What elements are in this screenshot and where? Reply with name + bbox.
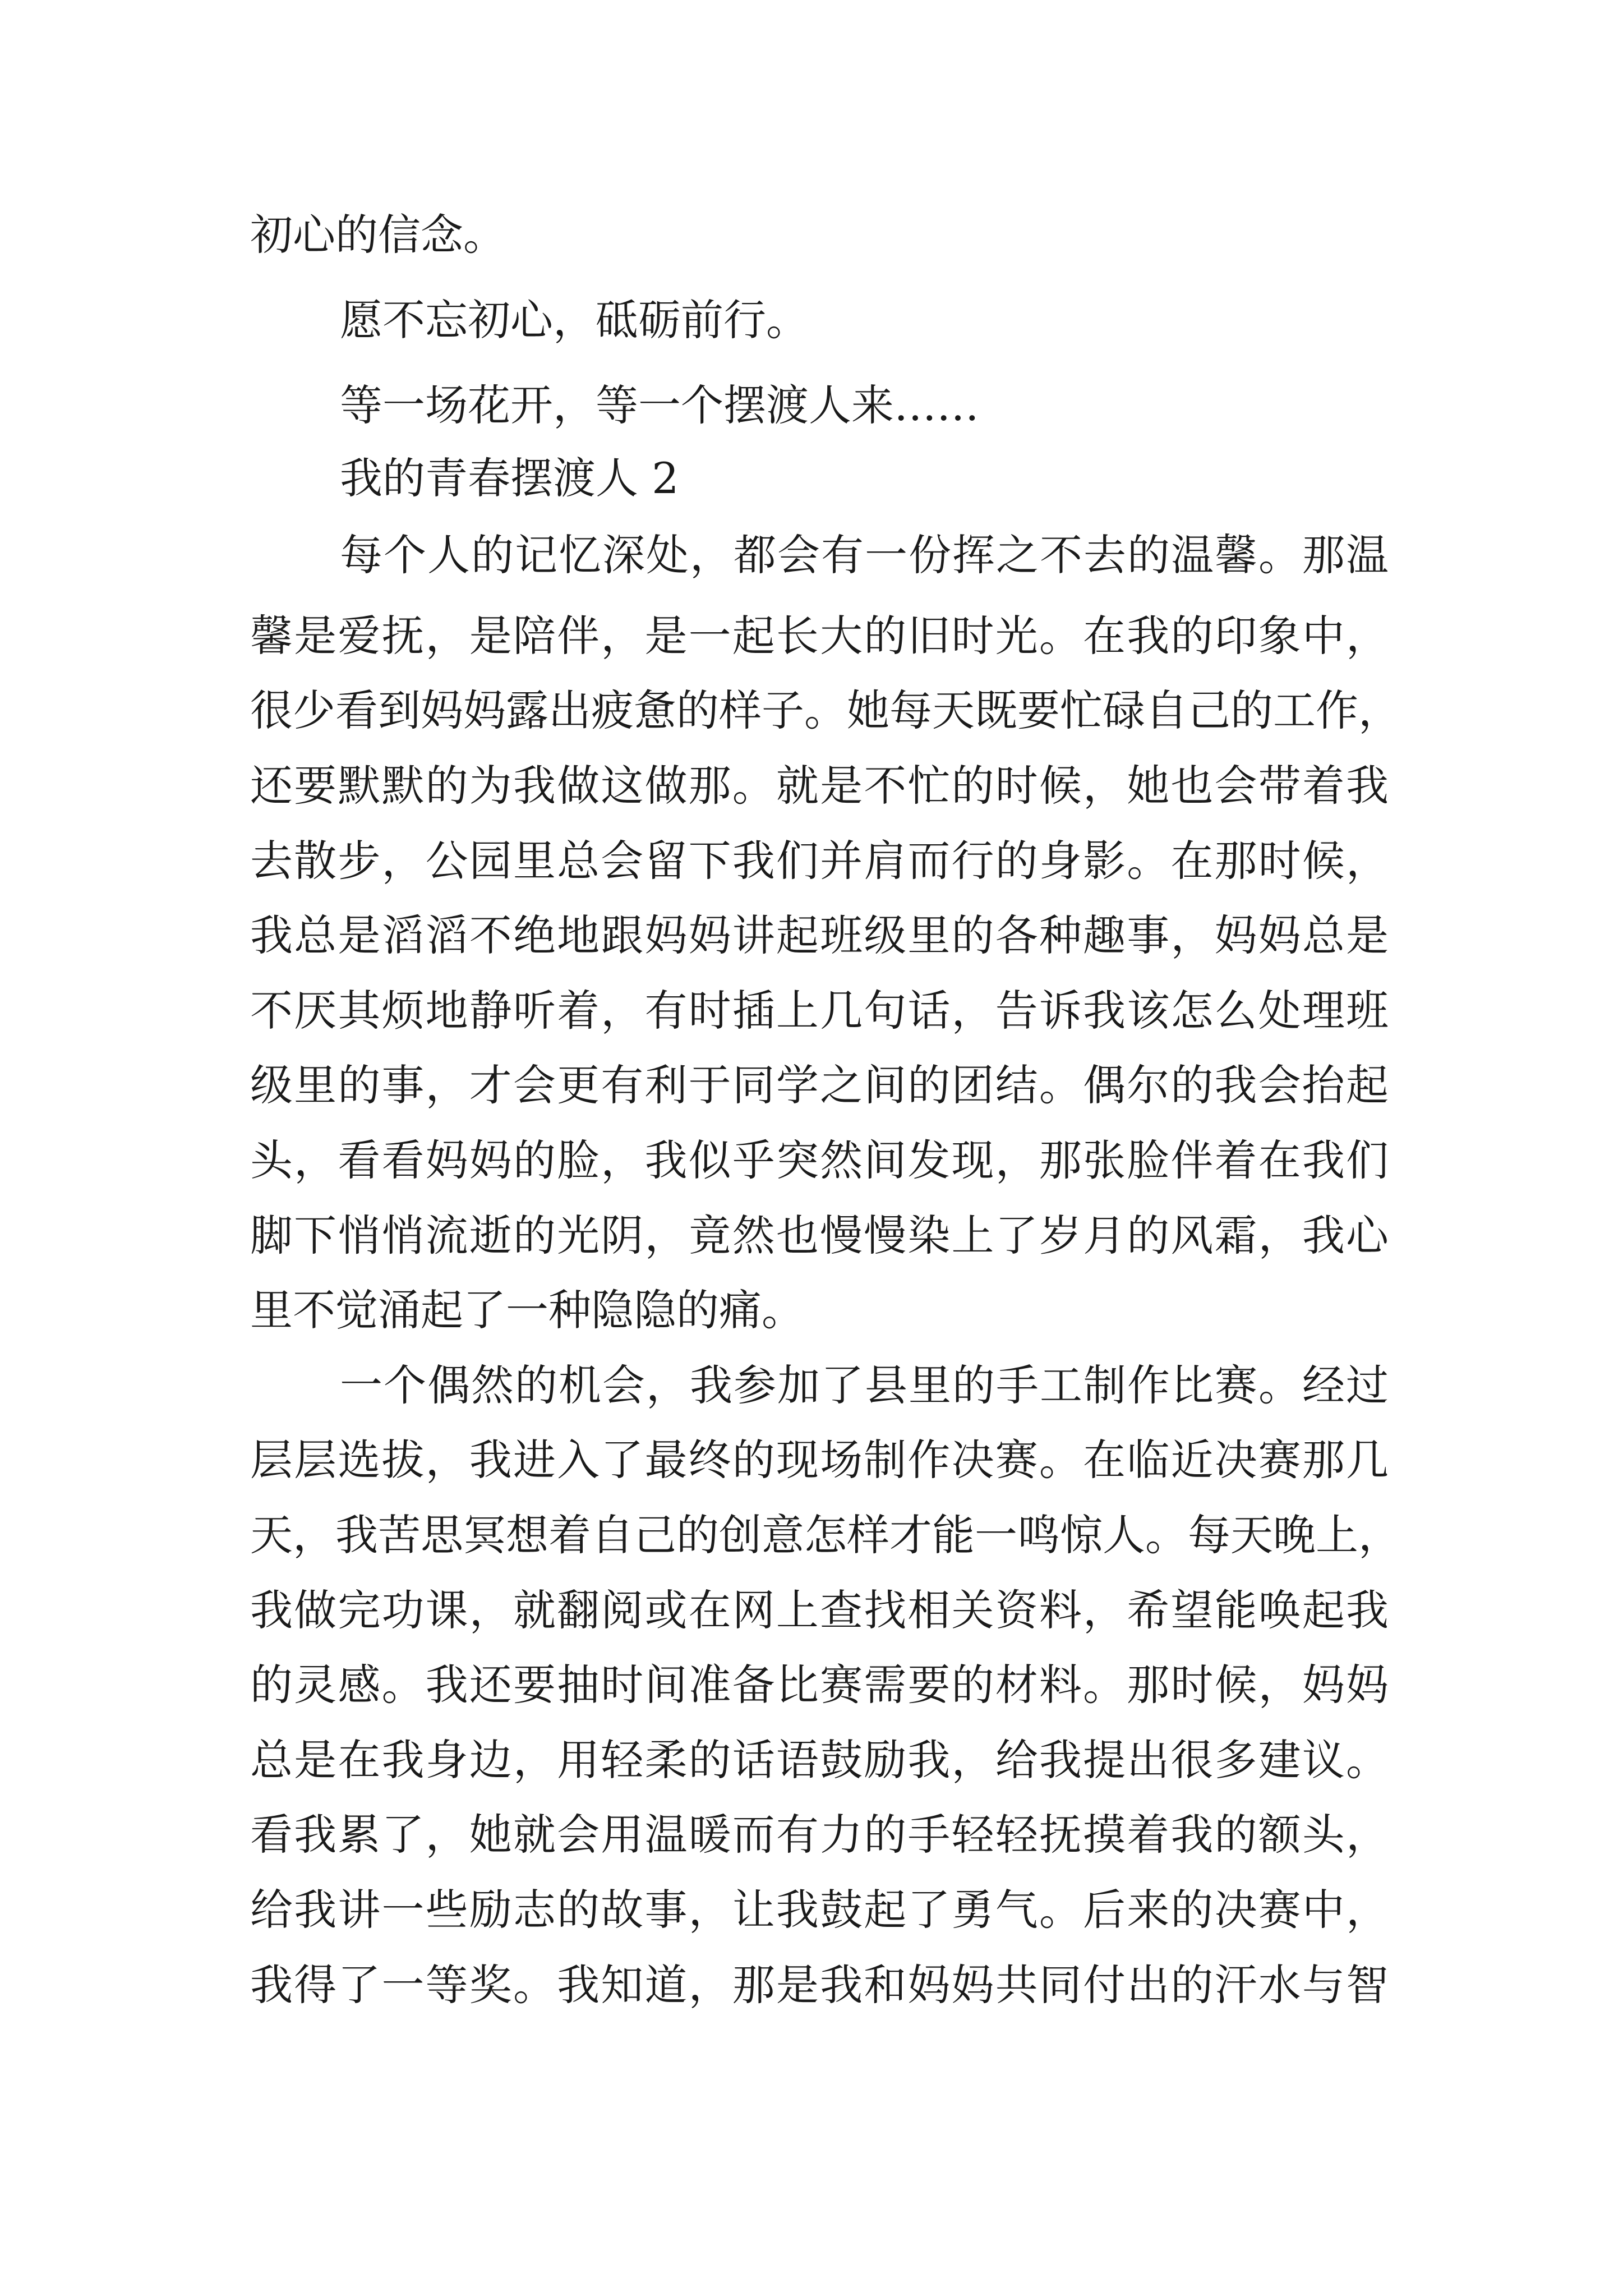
text-line: 的灵感。我还要抽时间准备比赛需要的材料。那时候，妈妈 [250, 1660, 1389, 1710]
text-line: 我做完功课，就翻阅或在网上查找相关资料，希望能唤起我 [250, 1585, 1389, 1635]
text-line: 还要默默的为我做这做那。就是不忙的时候，她也会带着我 [250, 761, 1389, 811]
text-line: 层层选拔，我进入了最终的现场制作决赛。在临近决赛那几 [250, 1435, 1389, 1485]
text-line: 头，看看妈妈的脸，我似乎突然间发现，那张脸伴着在我们 [250, 1135, 1389, 1185]
text-line: 脚下悄悄流逝的光阴，竟然也慢慢染上了岁月的风霜，我心 [250, 1211, 1389, 1260]
text-line: 级里的事，才会更有利于同学之间的团结。偶尔的我会抬起 [250, 1060, 1389, 1110]
text-line: 去散步，公园里总会留下我们并肩而行的身影。在那时候， [250, 836, 1389, 886]
text-line: 给我讲一些励志的故事，让我鼓起了勇气。后来的决赛中， [250, 1885, 1389, 1935]
text-line: 很少看到妈妈露出疲惫的样子。她每天既要忙碌自己的工作， [250, 685, 1401, 735]
text-line: 看我累了，她就会用温暖而有力的手轻轻抚摸着我的额头， [250, 1810, 1389, 1860]
text-line: 总是在我身边，用轻柔的话语鼓励我，给我提出很多建议。 [250, 1735, 1389, 1785]
text-line: 天，我苦思冥想着自己的创意怎样才能一鸣惊人。每天晚上， [250, 1510, 1401, 1560]
text-line: 不厌其烦地静听着，有时插上几句话，告诉我该怎么处理班 [250, 986, 1389, 1036]
text-line: 馨是爱抚，是陪伴，是一起长大的旧时光。在我的印象中， [250, 611, 1389, 661]
text-line: 每个人的记忆深处，都会有一份挥之不去的温馨。那温 [340, 530, 1389, 580]
text-line: 一个偶然的机会，我参加了县里的手工制作比赛。经过 [340, 1360, 1389, 1410]
text-line: 里不觉涌起了一种隐隐的痛。 [250, 1285, 804, 1335]
text-line: 等一场花开，等一个摆渡人来…… [340, 380, 979, 430]
text-line: 愿不忘初心，砥砺前行。 [340, 295, 809, 345]
section-heading: 我的青春摆渡人 2 [340, 453, 679, 503]
text-line: 我总是滔滔不绝地跟妈妈讲起班级里的各种趣事，妈妈总是 [250, 910, 1389, 960]
text-line: 我得了一等奖。我知道，那是我和妈妈共同付出的汗水与智 [250, 1960, 1389, 2010]
text-line: 初心的信念。 [250, 210, 506, 260]
